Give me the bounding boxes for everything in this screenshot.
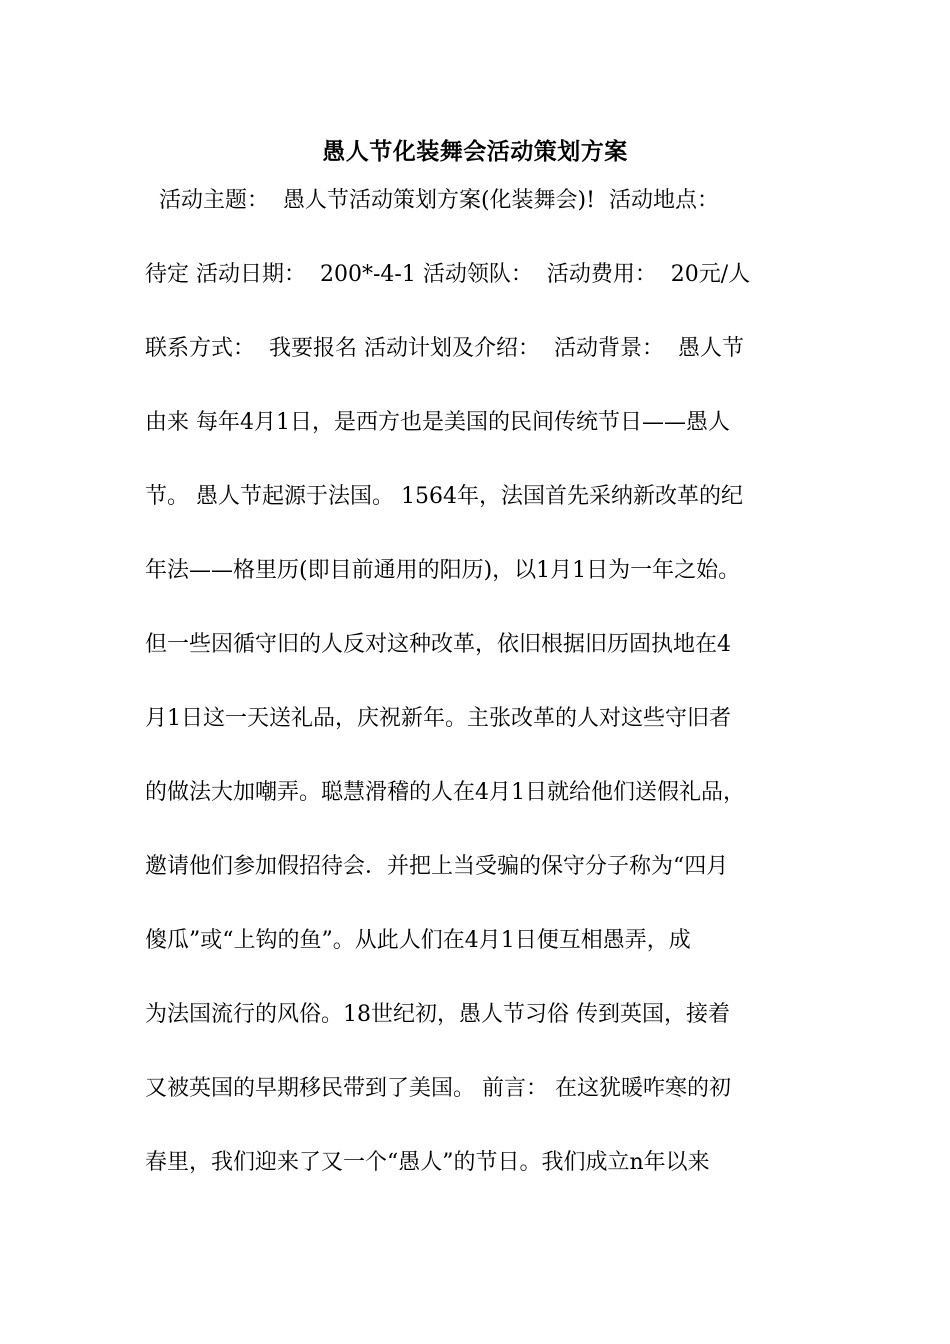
body-line-5: 节。 愚人节起源于法国。 1564年，法国首先采纳新改革的纪 xyxy=(145,484,743,509)
body-line-1: 活动主题： 愚人节活动策划方案(化装舞会)! 活动地点： xyxy=(145,188,719,213)
body-line-11: 傻瓜”或“上钩的鱼”。从此人们在4月1日便互相愚弄，成 xyxy=(145,928,691,953)
body-line-9: 的做法大加嘲弄。聪慧滑稽的人在4月1日就给他们送假礼品， xyxy=(145,780,745,805)
body-line-3: 联系方式： 我要报名 活动计划及介绍： 活动背景： 愚人节 xyxy=(145,336,744,361)
body-line-6: 年法——格里历(即目前通用的阳历)，以1月1日为一年之始。 xyxy=(145,558,741,583)
body-line-8: 月1日这一天送礼品，庆祝新年。主张改革的人对这些守旧者 xyxy=(145,706,731,731)
body-line-4: 由来 每年4月1日，是西方也是美国的民间传统节日——愚人 xyxy=(145,410,730,435)
body-line-10: 邀请他们参加假招待会．并把上当受骗的保守分子称为“四月 xyxy=(145,854,729,879)
body-line-12: 为法国流行的风俗。18世纪初，愚人节习俗 传到英国，接着 xyxy=(145,1002,730,1027)
document-title: 愚人节化装舞会活动策划方案 xyxy=(322,138,628,165)
body-line-14: 春里，我们迎来了又一个“愚人”的节日。我们成立n年以来 xyxy=(145,1150,710,1175)
document-body xyxy=(145,183,835,1219)
body-line-13: 又被英国的早期移民带到了美国。 前言： 在这犹暖咋寒的初 xyxy=(145,1076,731,1101)
body-line-2: 待定 活动日期： 200*-4-1 活动领队： 活动费用： 20元/人 xyxy=(145,262,751,287)
body-line-7: 但一些因循守旧的人反对这种改革，依旧根据旧历固执地在4 xyxy=(145,632,731,657)
